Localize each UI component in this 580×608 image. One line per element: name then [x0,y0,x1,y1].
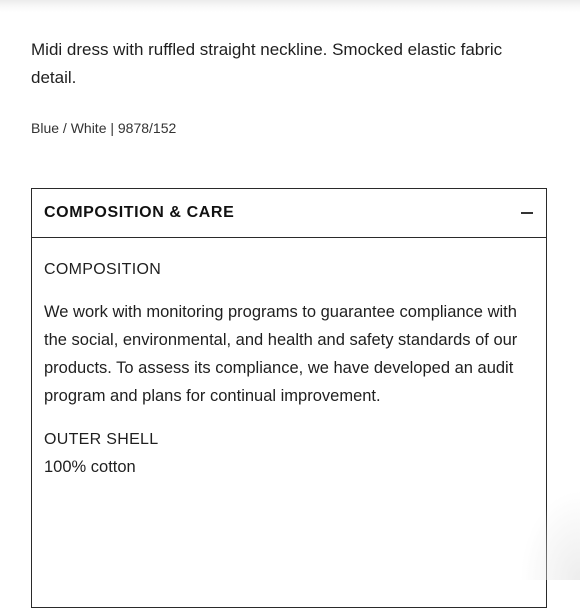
accordion-body [32,259,546,478]
color-reference: Blue / White | 9878/152 [31,120,177,136]
composition-text: We work with monitoring programs to guarantee compliance with the social, environmental, and health and safety standards of our products. To assess its compliance, we have developed an audit program and plans for continual improvement. [44,303,518,405]
accordion-title: COMPOSITION & CARE [44,204,235,221]
outer-shell-value: 100% cotton [44,458,136,476]
product-description: Midi dress with ruffled straight neckline. Smocked elastic fabric detail. [31,40,503,87]
composition-care-accordion [31,188,547,608]
accordion-header[interactable] [32,189,546,238]
minus-icon[interactable] [521,207,533,219]
outer-shell-heading: OUTER SHELL [44,431,159,448]
composition-heading: COMPOSITION [44,261,162,278]
top-shadow [0,0,580,12]
